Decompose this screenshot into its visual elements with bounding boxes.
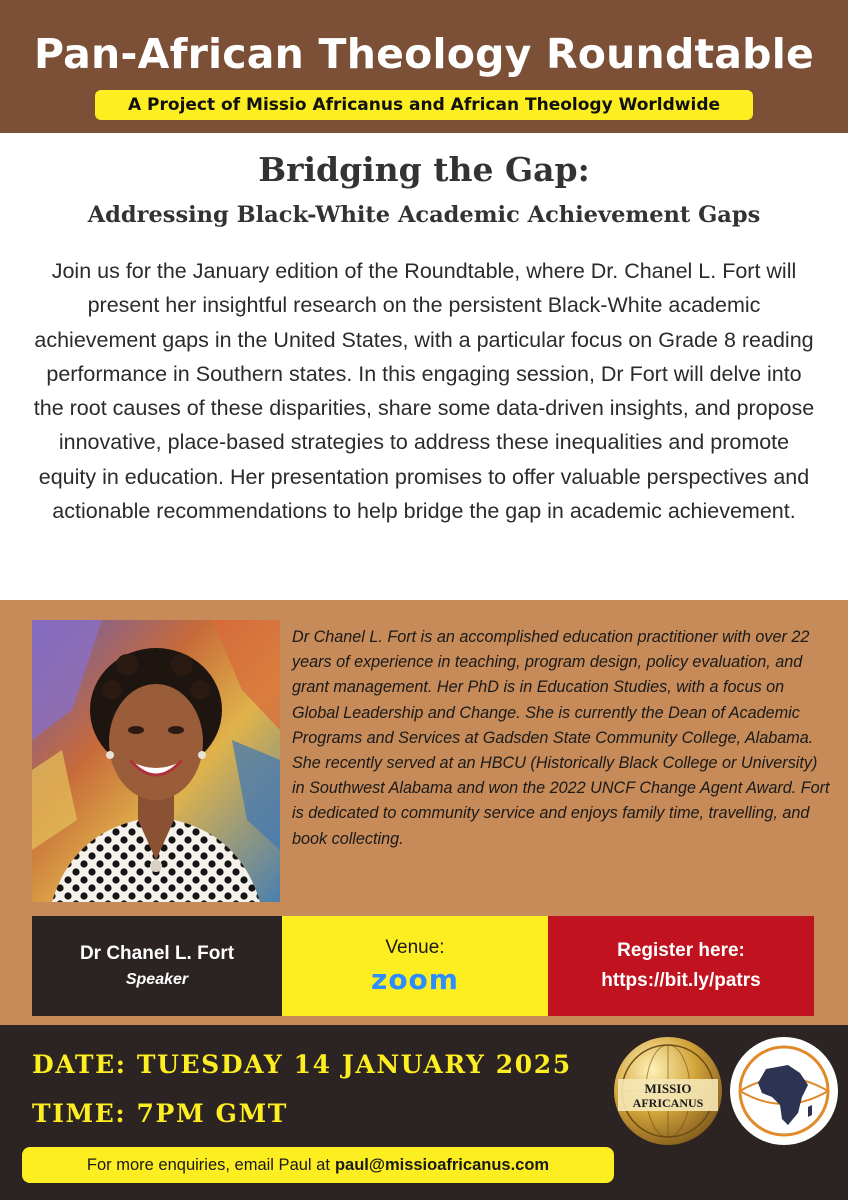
african-theology-worldwide-logo bbox=[728, 1035, 840, 1147]
zoom-logo: zoom bbox=[371, 962, 459, 996]
missio-logo-line2: AFRICANUS bbox=[632, 1096, 704, 1110]
header-banner bbox=[0, 0, 848, 133]
event-time: TIME: 7PM GMT bbox=[32, 1099, 288, 1128]
speaker-bio: Dr Chanel L. Fort is an accomplished education practitioner with over 22 years of experience in teaching, program design, policy evaluation, and grant management. Her PhD is in Education Studies, with a focus on Global Leadership and Change. She is currently the Dean of Academic Programs and Services at Gadsden State Community College, Alabama. She recently served at an HBCU (Historically Black College or University) in Southwest Alabama and won the 2022 UNCF Change Agent Award. Fort is dedicated to community service and enjoys family time, travelling, and book collecting. bbox=[292, 628, 830, 848]
register-box[interactable] bbox=[548, 916, 814, 1016]
series-title: Pan-African Theology Roundtable bbox=[34, 30, 814, 78]
venue-label: Venue: bbox=[385, 936, 445, 958]
event-description: Join us for the January edition of the Roundtable, where Dr. Chanel L. Fort will present her insightful research on the persistent Black-White academic achievement gaps in the United States, with a particular focus on Grade 8 reading performance in Southern states. In this engaging session, Dr Fort will delve into the root causes of these disparities, share some data-driven insights, and propose innovative, place-based strategies to address these inequalities and promote equity in education. Her presentation promises to offer valuable perspectives and actionable recommendations to help bridge the gap in academic achievement. bbox=[33, 259, 815, 524]
speaker-photo bbox=[32, 620, 280, 902]
register-link[interactable]: https://bit.ly/patrs bbox=[601, 970, 761, 991]
venue-box bbox=[282, 916, 548, 1016]
speaker-name: Dr Chanel L. Fort bbox=[79, 943, 235, 964]
speaker-box bbox=[32, 916, 282, 1016]
event-date: DATE: TUESDAY 14 JANUARY 2025 bbox=[32, 1050, 572, 1079]
register-label: Register here: bbox=[617, 940, 745, 961]
speaker-role: Speaker bbox=[125, 971, 189, 988]
contact-text: For more enquiries, email Paul at bbox=[86, 1155, 330, 1174]
contact-pill bbox=[22, 1147, 614, 1183]
contact-email-link[interactable]: paul@missioafricanus.com bbox=[334, 1155, 550, 1174]
event-subtitle: Addressing Black-White Academic Achievement Gaps bbox=[87, 202, 761, 228]
event-title: Bridging the Gap: bbox=[258, 150, 590, 189]
project-tagline: A Project of Missio Africanus and African Theology Worldwide bbox=[95, 90, 753, 120]
missio-africanus-logo bbox=[612, 1035, 724, 1147]
missio-logo-line1: MISSIO bbox=[644, 1081, 692, 1096]
